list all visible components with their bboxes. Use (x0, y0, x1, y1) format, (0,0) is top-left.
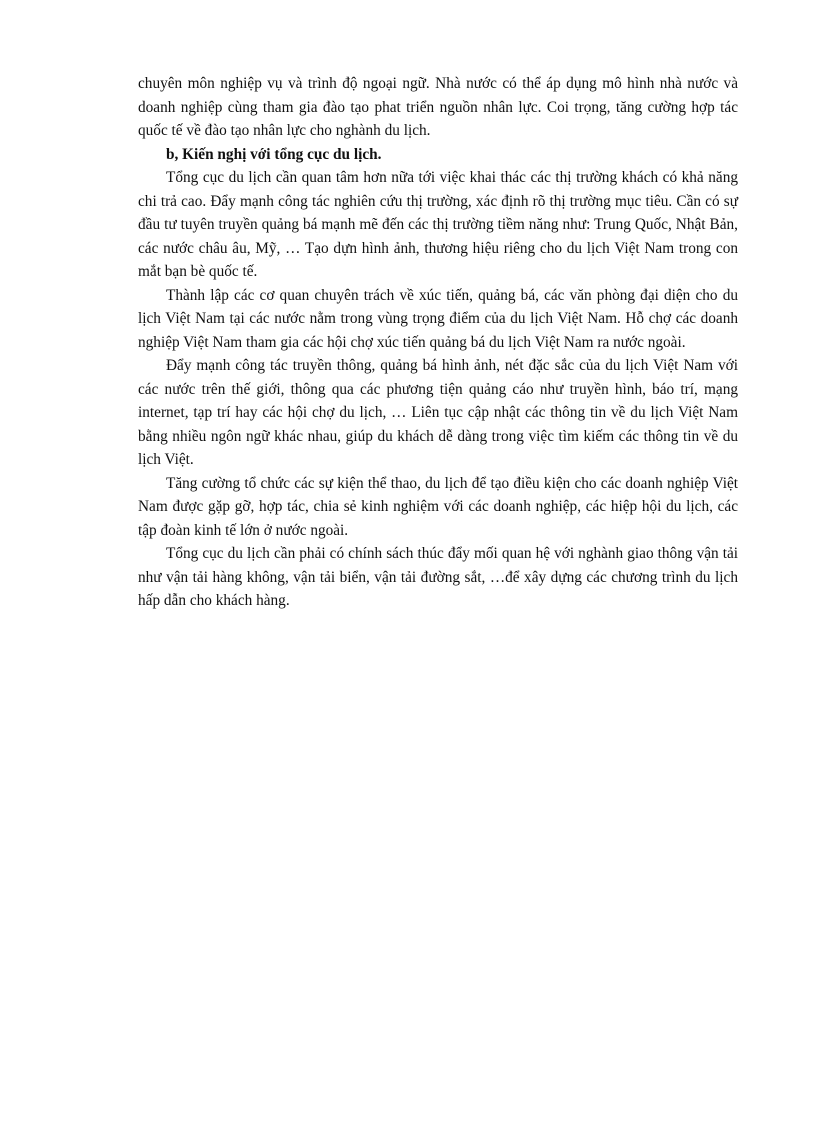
document-page (138, 72, 738, 613)
paragraph-transport-policy: Tổng cục du lịch cần phải có chính sách thúc đẩy mối quan hệ với nghành giao thông vận tải như vận tải hàng không, vận tải biển, vận tải đường sắt, …để xây dựng các chương trình du lịch hấp dẫn cho khách hàng. (138, 545, 738, 609)
paragraph-target-markets: Tổng cục du lịch cần quan tâm hơn nữa tới việc khai thác các thị trường khách có khả năng chi trả cao. Đẩy mạnh công tác nghiên cứu thị trường, xác định rõ thị trường mục tiêu. Cần có sự đầu tư tuyên truyền quảng bá mạnh mẽ đến các thị trường tiềm năng như: Trung Quốc, Nhật Bản, các nước châu âu, Mỹ, … Tạo dựn hình ảnh, thương hiệu riêng cho du lịch Việt Nam trong con mắt bạn bè quốc tế. (138, 169, 738, 280)
paragraph-promotion-offices: Thành lập các cơ quan chuyên trách về xúc tiến, quảng bá, các văn phòng đại diện cho du lịch Việt Nam tại các nước nằm trong vùng trọng điểm của du lịch Việt Nam. Hỗ chợ các doanh nghiệp Việt Nam tham gia các hội chợ xúc tiến quảng bá du lịch Việt Nam ra nước ngoài. (138, 286, 738, 351)
paragraph-events: Tăng cường tổ chức các sự kiện thể thao, du lịch để tạo điều kiện cho các doanh nghiệp Việt Nam được gặp gỡ, hợp tác, chia sẻ kinh nghiệm với các doanh nghiệp, các hiệp hội du lịch, các tập đoàn kinh tế lớn ở nước ngoài. (138, 474, 738, 539)
paragraph-media-promotion: Đẩy mạnh công tác truyền thông, quảng bá hình ảnh, nét đặc sắc của du lịch Việt Nam với các nước trên thế giới, thông qua các phương tiện quảng cáo như truyền hình, báo trí, mạng internet, tạp trí hay các hội chợ du lịch, … Liên tục cập nhật các thông tin về du lịch Việt Nam bằng nhiều ngôn ngữ khác nhau, giúp du khách dễ dàng trong việc tìm kiếm các thông tin về du lịch Việt. (138, 357, 738, 468)
section-heading: b, Kiến nghị với tổng cục du lịch. (166, 145, 382, 163)
paragraph-continuation: chuyên môn nghiệp vụ và trình độ ngoại ngữ. Nhà nước có thể áp dụng mô hình nhà nước và doanh nghiệp cùng tham gia đào tạo phat triển nguồn nhân lực. Coi trọng, tăng cường hợp tác quốc tế về đào tạo nhân lực cho nghành du lịch. (138, 75, 738, 139)
